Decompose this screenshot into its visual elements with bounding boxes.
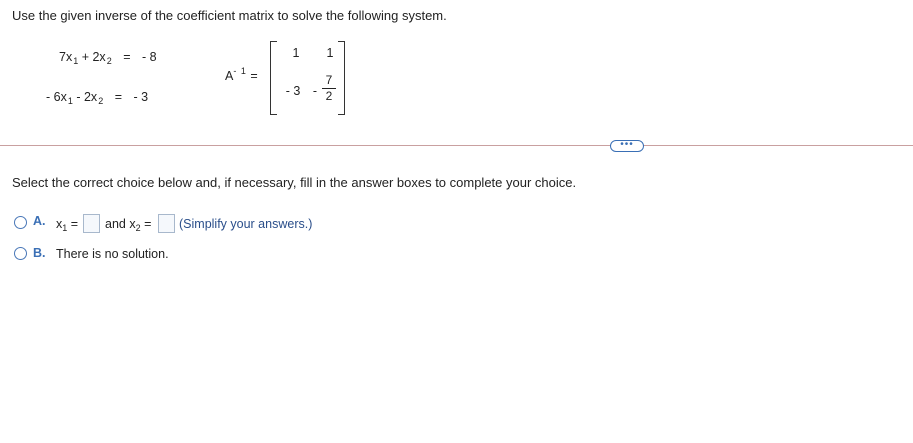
more-options-button[interactable]: •••: [610, 140, 644, 152]
x1-answer-box[interactable]: [83, 214, 100, 233]
eq2-sub-a: 1: [67, 96, 73, 106]
x2-equals: =: [144, 217, 152, 231]
equation-1: [59, 50, 157, 66]
fraction-denominator: 2: [325, 89, 333, 103]
eq1-term-a: 7x: [59, 50, 73, 64]
matrix-r1c2: 1: [326, 46, 334, 60]
and-x2-var: and x: [105, 217, 136, 231]
choice-b-text[interactable]: There is no solution.: [56, 247, 169, 261]
matrix-name: A: [225, 69, 234, 83]
fraction-numerator: 7: [325, 73, 333, 87]
eq2-sub-b: 2: [98, 96, 104, 106]
choice-b-radio[interactable]: [14, 247, 27, 260]
instruction-text: Use the given inverse of the coefficient matrix to solve the following system.: [12, 8, 447, 23]
x2-sub: 2: [135, 223, 141, 233]
choice-a-x1-label: [56, 217, 78, 233]
eq2-term-a: - 6x: [46, 90, 67, 104]
inverse-matrix-label: [225, 66, 258, 83]
eq1-sub-a: 1: [73, 56, 79, 66]
x1-equals: =: [70, 217, 79, 231]
choice-a-radio[interactable]: [14, 216, 27, 229]
simplify-hint: (Simplify your answers.): [179, 217, 313, 231]
x1-sub: 1: [62, 223, 68, 233]
matrix-r2c2-sign: -: [312, 84, 318, 98]
matrix-equals: =: [250, 69, 258, 83]
eq2-term-b: - 2x: [76, 90, 98, 104]
matrix-exponent: - 1: [233, 66, 247, 76]
eq1-sub-b: 2: [106, 56, 112, 66]
choice-a-letter[interactable]: A.: [33, 214, 46, 228]
equation-2: [46, 90, 148, 106]
x2-answer-box[interactable]: [158, 214, 175, 233]
matrix-r2c2-fraction: [322, 74, 336, 103]
choice-a-x2-label: [105, 217, 151, 233]
choice-prompt: Select the correct choice below and, if necessary, fill in the answer boxes to complete your choice.: [12, 175, 577, 190]
section-divider: [0, 145, 913, 146]
choice-b-letter[interactable]: B.: [33, 246, 46, 260]
eq1-rhs: - 8: [141, 50, 157, 64]
eq2-equals: =: [114, 90, 122, 104]
matrix-left-bracket: [270, 41, 277, 115]
matrix-r2c1: - 3: [285, 84, 301, 98]
x1-var: x: [56, 217, 63, 231]
eq1-term-b: + 2x: [81, 50, 106, 64]
eq1-equals: =: [123, 50, 131, 64]
matrix-right-bracket: [338, 41, 345, 115]
eq2-rhs: - 3: [133, 90, 149, 104]
matrix-r1c1: 1: [292, 46, 300, 60]
